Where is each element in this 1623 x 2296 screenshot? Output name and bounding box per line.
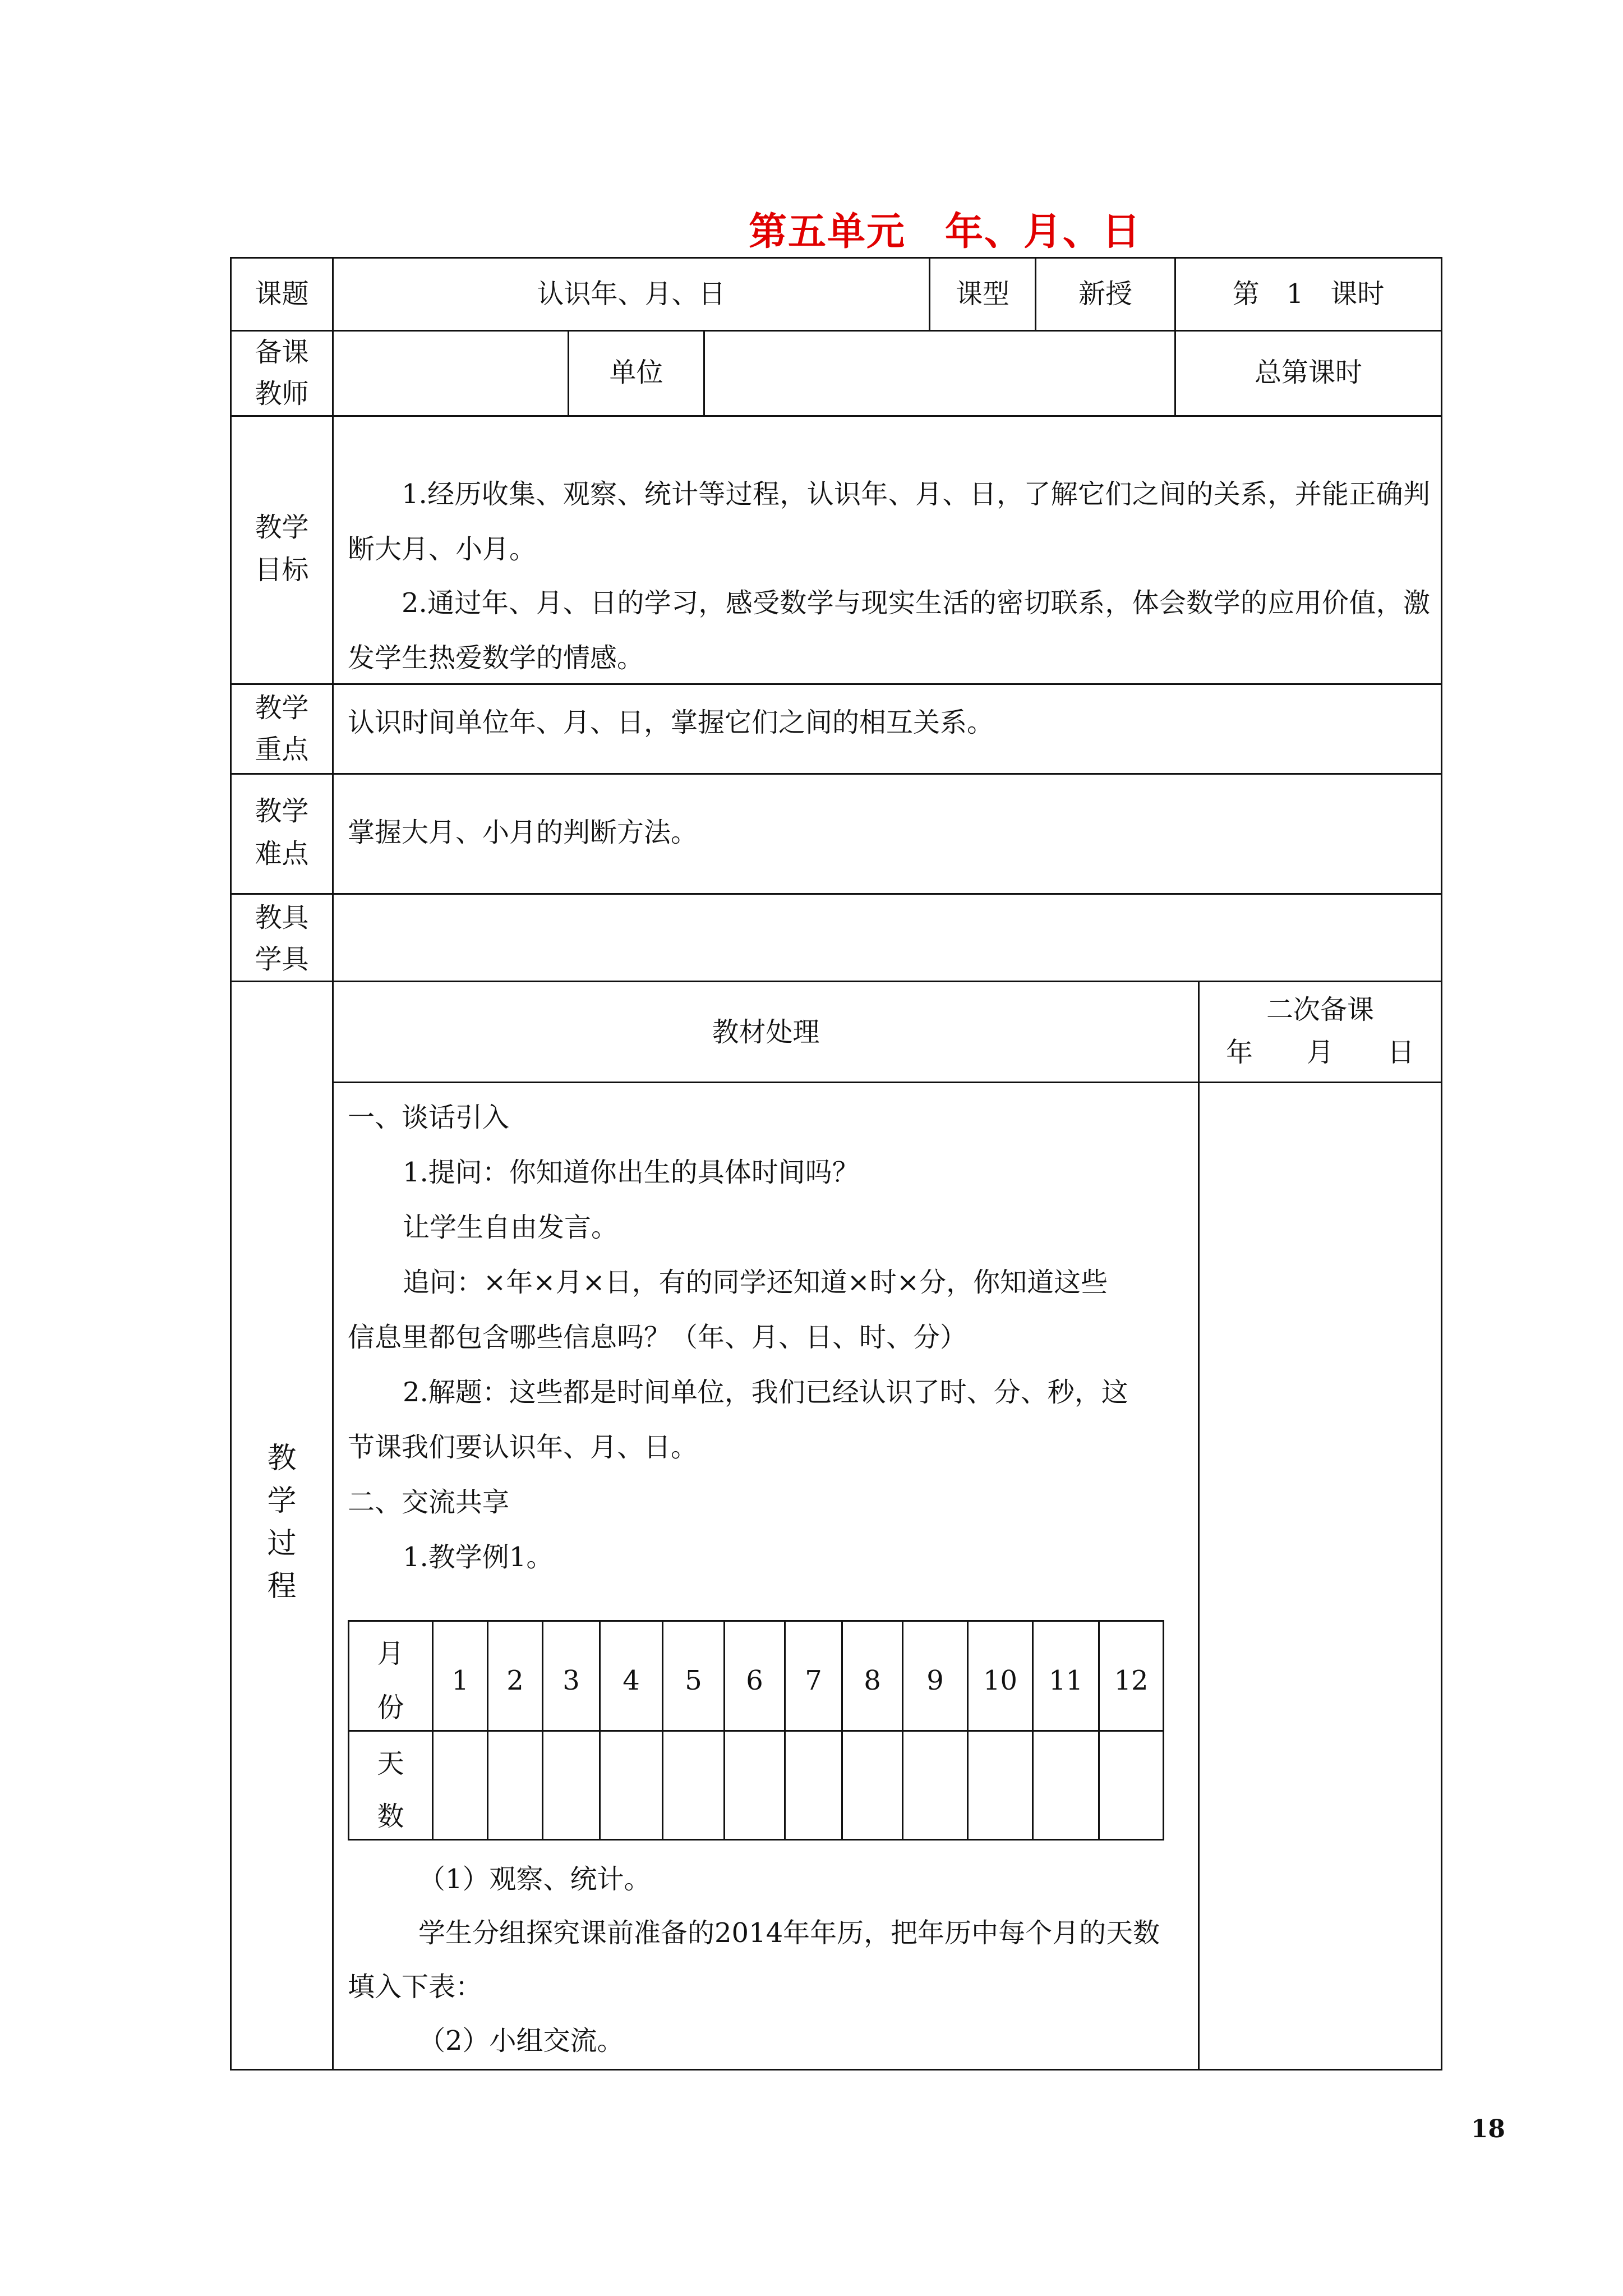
month-cell: 7 — [805, 1665, 822, 1696]
month-cell: 3 — [562, 1665, 580, 1696]
days-label-line1: 天 — [377, 1748, 404, 1779]
difficulties-label-line1: 教学 — [255, 795, 309, 827]
tools-label-line2: 学具 — [255, 944, 309, 975]
lesson-number: 第 1 课时 — [1232, 278, 1385, 310]
unit-label: 单位 — [609, 357, 663, 388]
keypoints-text: 认识时间单位年、月、日，掌握它们之间的相互关系。 — [348, 707, 994, 738]
month-cell: 5 — [685, 1665, 702, 1696]
goals-label-line1: 教学 — [255, 512, 309, 543]
step-1: （1）观察、统计。 — [418, 1864, 651, 1895]
month-cell: 6 — [746, 1665, 763, 1696]
step-1-desc-line1: 学生分组探究课前准备的2014年年历，把年历中每个月的天数 — [418, 1917, 1160, 1949]
goal-item-2: 2.通过年、月、日的学习，感受数学与现实生活的密切联系，体会数学的应用价值，激发学生热爱数学的情感。 — [348, 587, 1430, 674]
question-2-line1: 2.解题：这些都是时间单位，我们已经认识了时、分、秒，这 — [403, 1377, 1128, 1408]
topic-value: 认识年、月、日 — [537, 278, 726, 310]
month-cell: 10 — [983, 1665, 1018, 1696]
section2-title: 二、交流共享 — [348, 1487, 510, 1518]
process-label-char-3: 过 — [267, 1527, 297, 1561]
step-2: （2）小组交流。 — [418, 2025, 624, 2056]
document-title: 第五单元 年、月、日 — [748, 209, 1141, 254]
goal-item-1: 1.经历收集、观察、统计等过程，认识年、月、日，了解它们之间的关系，并能正确判断大月、小月。 — [348, 478, 1430, 565]
tools-label-line1: 教具 — [255, 902, 309, 933]
month-cell: 9 — [926, 1665, 944, 1696]
second-prep-date: 年 月 日 — [1225, 1037, 1414, 1068]
difficulties-text: 掌握大月、小月的判断方法。 — [348, 817, 698, 848]
goals-label-line2: 目标 — [255, 554, 309, 586]
process-label-char-4: 程 — [267, 1570, 297, 1603]
month-cell: 4 — [623, 1665, 640, 1696]
keypoints-label-line1: 教学 — [255, 692, 309, 724]
section1-title: 一、谈话引入 — [348, 1102, 510, 1133]
month-cell: 2 — [506, 1665, 524, 1696]
example-1: 1.教学例1。 — [403, 1542, 554, 1573]
keypoints-label-line2: 重点 — [255, 734, 309, 765]
month-cell: 1 — [451, 1665, 469, 1696]
month-cell: 8 — [864, 1665, 881, 1696]
teacher-label-line2: 教师 — [255, 378, 309, 409]
month-cell: 11 — [1048, 1665, 1083, 1696]
question-1-note: 让学生自由发言。 — [403, 1212, 619, 1243]
question-1-follow-line2: 信息里都包含哪些信息吗？（年、月、日、时、分） — [348, 1322, 967, 1353]
type-value: 新授 — [1078, 278, 1132, 310]
question-1-follow-line1: 追问：×年×月×日，有的同学还知道×时×分，你知道这些 — [403, 1267, 1108, 1298]
page-number: 18 — [1470, 2115, 1505, 2143]
days-label-line2: 数 — [377, 1801, 404, 1832]
month-label-line2: 份 — [377, 1692, 404, 1723]
second-prep-title: 二次备课 — [1266, 994, 1374, 1025]
teacher-label-line1: 备课 — [255, 337, 309, 368]
difficulties-label-line2: 难点 — [255, 838, 309, 869]
step-1-desc-line2: 填入下表： — [348, 1971, 483, 2003]
material-header: 教材处理 — [712, 1016, 820, 1048]
type-label: 课型 — [955, 278, 1009, 310]
question-2-line2: 节课我们要认识年、月、日。 — [348, 1432, 698, 1463]
total-lesson-label: 总第课时 — [1254, 357, 1362, 388]
topic-label: 课题 — [255, 278, 309, 310]
month-label-line1: 月 — [377, 1638, 404, 1669]
month-cell: 12 — [1114, 1665, 1149, 1696]
question-1: 1.提问：你知道你出生的具体时间吗？ — [403, 1157, 859, 1188]
process-label-char-1: 教 — [267, 1442, 297, 1475]
process-label-char-2: 学 — [267, 1484, 297, 1518]
